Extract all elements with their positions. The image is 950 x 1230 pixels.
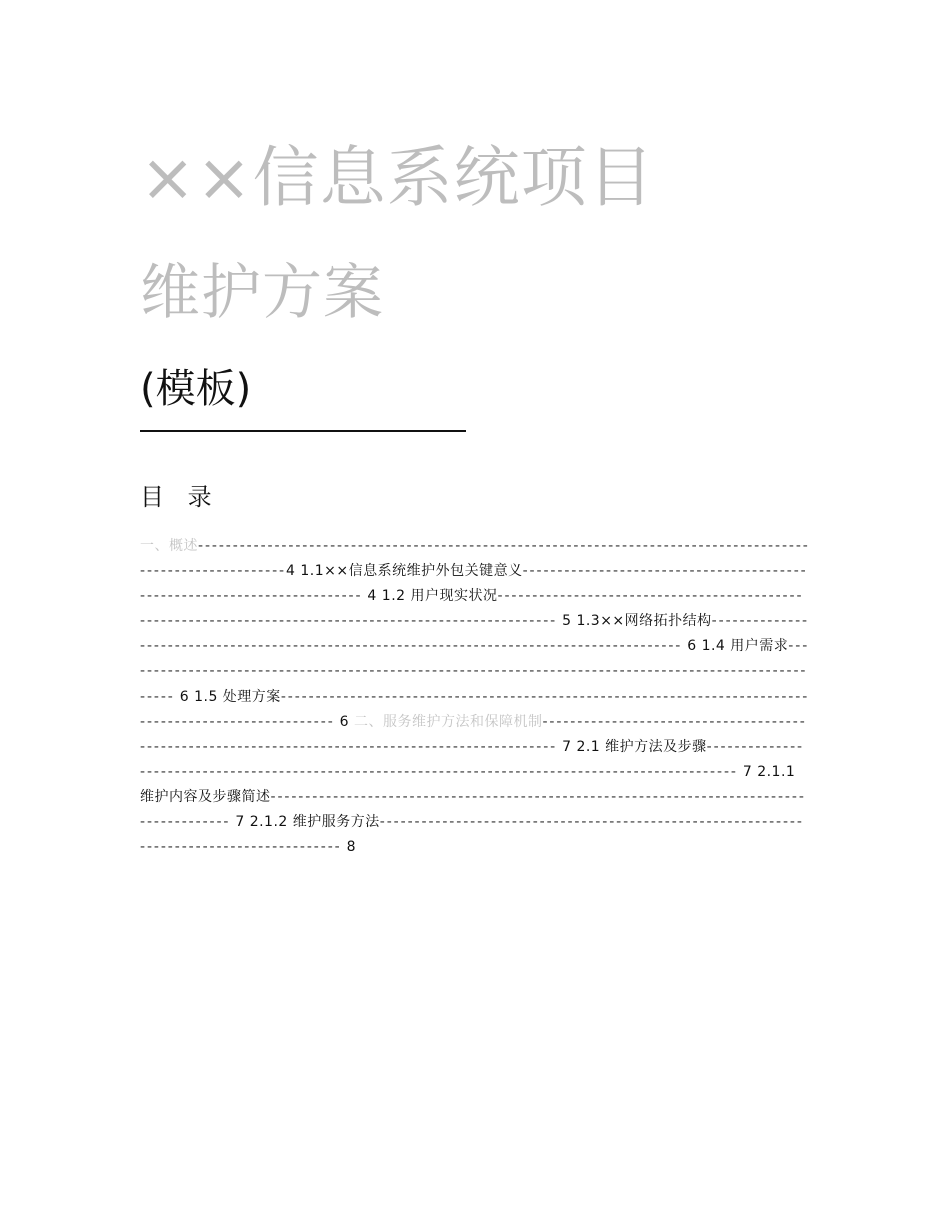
toc-leader: -------------------------------------------------------------------------------------------------------- — [140, 688, 810, 730]
toc-leader: ------------------------------------------------------------------------------------------------------------- — [140, 538, 810, 580]
toc-page-number: 6 — [179, 688, 190, 705]
toc-chapter-1[interactable]: 一、概述 — [140, 538, 198, 554]
document-title-line2: 维护方案 — [140, 258, 384, 328]
toc-item-1-1[interactable]: 1.1××信息系统维护外包关键意义 — [300, 563, 523, 580]
title-divider — [140, 430, 466, 432]
toc-leader: ------------------------------------------------------------------------------------------ — [140, 814, 804, 856]
document-subtitle: (模板) — [140, 366, 252, 412]
toc-item-2-1[interactable]: 2.1 维护方法及步骤 — [576, 738, 707, 755]
toc-item-1-5[interactable]: 1.5 处理方案 — [194, 688, 281, 705]
document-title-line1: ××信息系统项目 — [140, 139, 655, 216]
toc-item-2-1-2[interactable]: 2.1.2 维护服务方法 — [249, 814, 380, 831]
toc-leader: -------------------------------------------------------------------------------------------- — [140, 613, 809, 655]
toc-page-number: 4 — [286, 563, 296, 580]
toc-page-number: 5 — [562, 613, 572, 630]
toc-page-number: 4 — [367, 588, 377, 605]
toc-item-1-2[interactable]: 1.2 用户现实状况 — [381, 588, 498, 605]
toc-leader: ---------------------------------------------------------------------------------------------------- — [140, 738, 804, 780]
toc-leader: -------------------------------------------------------------------------------------------------- — [140, 713, 807, 755]
toc-heading: 目 录 — [140, 483, 220, 511]
toc-page-number: 7 — [742, 763, 753, 780]
toc-leader: ------------------------------------------------------------------------------------------ — [140, 788, 806, 831]
table-of-contents — [140, 534, 810, 860]
toc-page-number: 8 — [346, 839, 356, 856]
toc-item-1-4[interactable]: 1.4 用户需求 — [701, 638, 789, 655]
toc-page-number: 6 — [687, 638, 697, 655]
toc-item-2-1-1[interactable]: 2.1.1 维护内容及步骤简述 — [140, 763, 796, 805]
toc-page-number: 7 — [235, 814, 245, 831]
toc-chapter-2[interactable]: 二、服务维护方法和保障机制 — [353, 713, 543, 730]
toc-leader: ------------------------------------------------------------------------- — [140, 563, 808, 605]
toc-leader: -------------------------------------------------------------------------------------------------------- — [140, 638, 810, 705]
toc-leader: -------------------------------------------------------------------------------------------------------- — [140, 588, 804, 630]
toc-page-number: 6 — [339, 713, 350, 730]
toc-item-1-3[interactable]: 1.3××网络拓扑结构 — [576, 613, 712, 630]
toc-page-number: 7 — [562, 738, 572, 755]
